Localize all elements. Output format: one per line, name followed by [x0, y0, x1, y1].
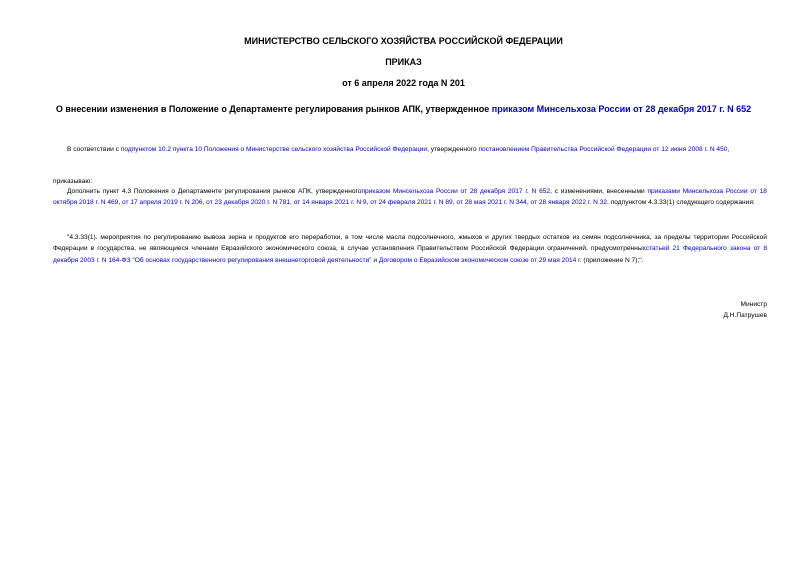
subject-text: О внесении изменения в Положение о Департаменте регулирования рынков АПК, утвержденное: [55, 104, 492, 114]
eaeu-treaty-link[interactable]: Договором о Евразийском экономическом союзе от 29 мая 2014 г.: [378, 256, 582, 264]
order-word: приказываю:: [53, 178, 93, 185]
order-652-link[interactable]: приказом Минсельхоза России от 28 декабря 2017 г. N 652: [361, 188, 551, 195]
amendment-text-3: , подпунктом 4.3.33(1) следующего содержания:: [607, 199, 755, 207]
preamble-paragraph: [53, 144, 767, 155]
subject-order-link[interactable]: приказом Минсельхоза России от 28 декабря 2017 г. N 652: [491, 104, 752, 114]
amendment-text-2: , с изменениями, внесенными: [550, 188, 648, 195]
federal-law-link[interactable]: статьей 21 Федерального закона от 8 декабря 2003 г. N 164-ФЗ "Об основах государственного регулирования внешнеторговой деятельности": [53, 245, 767, 264]
preamble-text-3: ,: [727, 146, 730, 153]
signature-position: Министр: [740, 301, 767, 308]
regulation-link[interactable]: подпунктом 10.2 пункта 10 Положения о Министерстве сельского хозяйства Российской Федерации: [120, 146, 428, 153]
quote-paragraph: [53, 232, 767, 266]
preamble-text-2: , утвержденного: [427, 146, 479, 153]
quote-text-2: и: [371, 256, 379, 264]
preamble-text-1: В соответствии с: [67, 146, 121, 153]
document-type: ПРИКАЗ: [385, 57, 422, 67]
signature-name: Д.Н.Патрушев: [723, 312, 767, 319]
ministry-heading: МИНИСТЕРСТВО СЕЛЬСКОГО ХОЗЯЙСТВА РОССИЙСКОЙ ФЕДЕРАЦИИ: [244, 36, 563, 46]
amendment-paragraph: [53, 186, 767, 209]
amending-orders-link[interactable]: приказами Минсельхоза России от 18 октября 2018 г. N 469, от 17 апреля 2019 г. N 206, от 23 декабря 2020 г. N 781, от 14 января 2021 г. N 9, от 24 февраля 2021 г. N 89, от 28 мая 2021 г. N 344, от 28 января 2022 г. N 32: [53, 188, 767, 207]
document-date-number: от 6 апреля 2022 года N 201: [342, 78, 465, 88]
quote-text-1: "4.3.33(1). мероприятия по регулированию вывоза зерна и продуктов его переработки, в том числе масла подсолнечного, жмыхов и других твердых остатков из семян подсолнечника, за пределы территории Российской Федерации в государства, не являющиеся членами Евразийского экономического союза, в случае установления Правительством Российской Федерации ограничений, предусмотренных: [53, 234, 767, 253]
document-subject: [0, 104, 807, 115]
quote-text-3: (приложение N 7);".: [581, 256, 644, 264]
amendment-text-1: Дополнить пункт 4.3 Положения о Департаменте регулирования рынков АПК, утвержденного: [67, 188, 362, 195]
government-decree-link[interactable]: постановлением Правительства Российской Федерации от 12 июня 2008 г. N 450: [478, 146, 728, 153]
